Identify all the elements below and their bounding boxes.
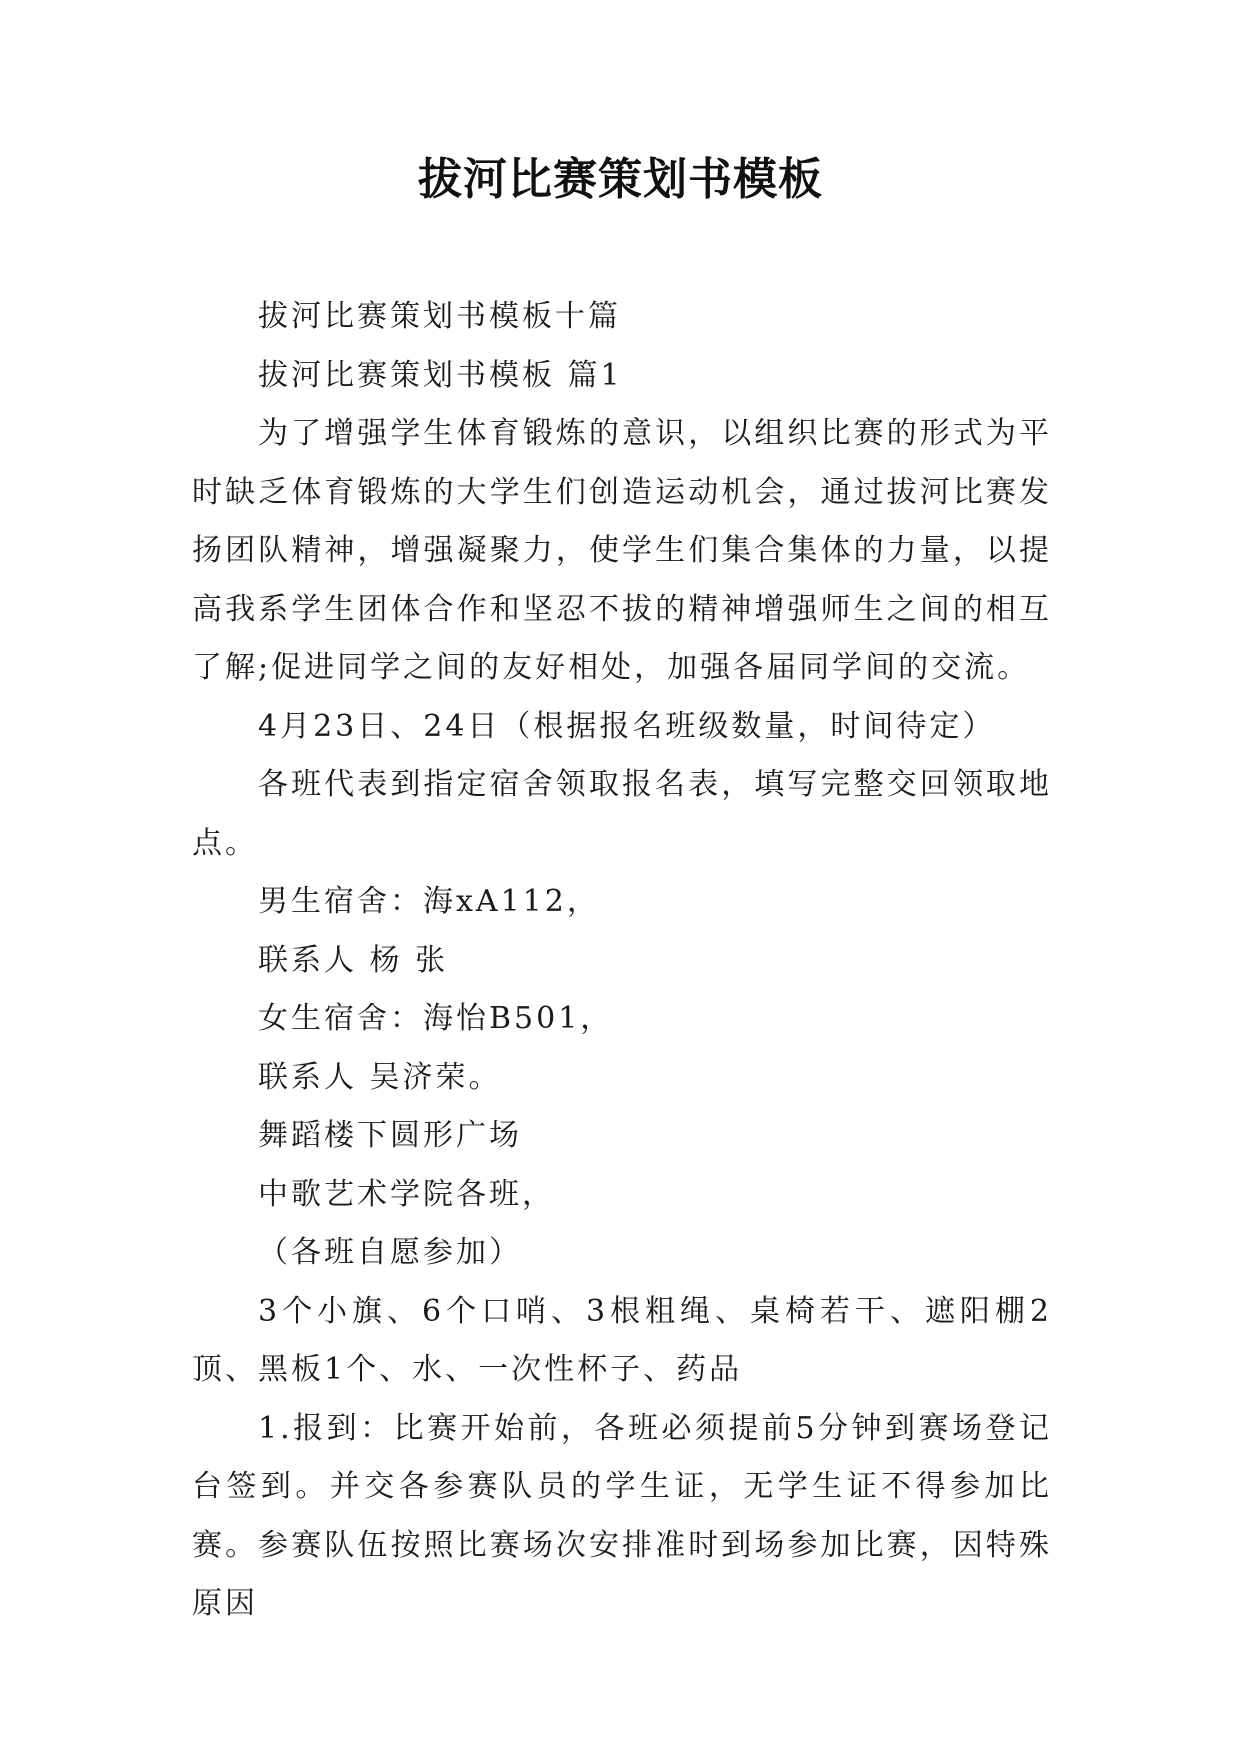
paragraph: 各班代表到指定宿舍领取报名表，填写完整交回领取地点。 [192, 767, 1052, 861]
paragraph: 联系人 杨 张 [258, 942, 449, 978]
paragraph: 3个小旗、6个口哨、3根粗绳、桌椅若干、遮阳棚2顶、黑板1个、水、一次性杯子、药品 [192, 1293, 1052, 1387]
paragraph: （各班自愿参加） [258, 1235, 522, 1270]
paragraph: 联系人 吴济荣。 [258, 1059, 502, 1095]
paragraph: 女生宿舍：海怡B501， [258, 1001, 614, 1036]
paragraph: 4月23日、24日（根据报名班级数量，时间待定） [258, 708, 996, 744]
paragraph: 中歌艺术学院各班， [258, 1176, 555, 1212]
paragraph: 舞蹈楼下圆形广场 [258, 1118, 522, 1153]
paragraph: 1.报到：比赛开始前，各班必须提前5分钟到赛场登记台签到。并交各参赛队员的学生证，无学生证不得参加比赛。参赛队伍按照比赛场次安排准时到场参加比赛，因特殊原因 [192, 1410, 1052, 1621]
paragraph: 为了增强学生体育锻炼的意识，以组织比赛的形式为平时缺乏体育锻炼的大学生们创造运动机会，通过拔河比赛发扬团队精神，增强凝聚力，使学生们集合集体的力量，以提高我系学生团体合作和坚忍不拔的精神增强师生之间的相互了解;促进同学之间的友好相处，加强各届同学间的交流。 [192, 416, 1052, 685]
document-title: 拔河比赛策划书模板 [418, 154, 823, 205]
document-body [192, 288, 1052, 1634]
paragraph: 男生宿舍：海xA112， [258, 884, 600, 919]
paragraph: 拔河比赛策划书模板 篇1 [258, 357, 623, 393]
paragraph: 拔河比赛策划书模板十篇 [258, 299, 621, 334]
